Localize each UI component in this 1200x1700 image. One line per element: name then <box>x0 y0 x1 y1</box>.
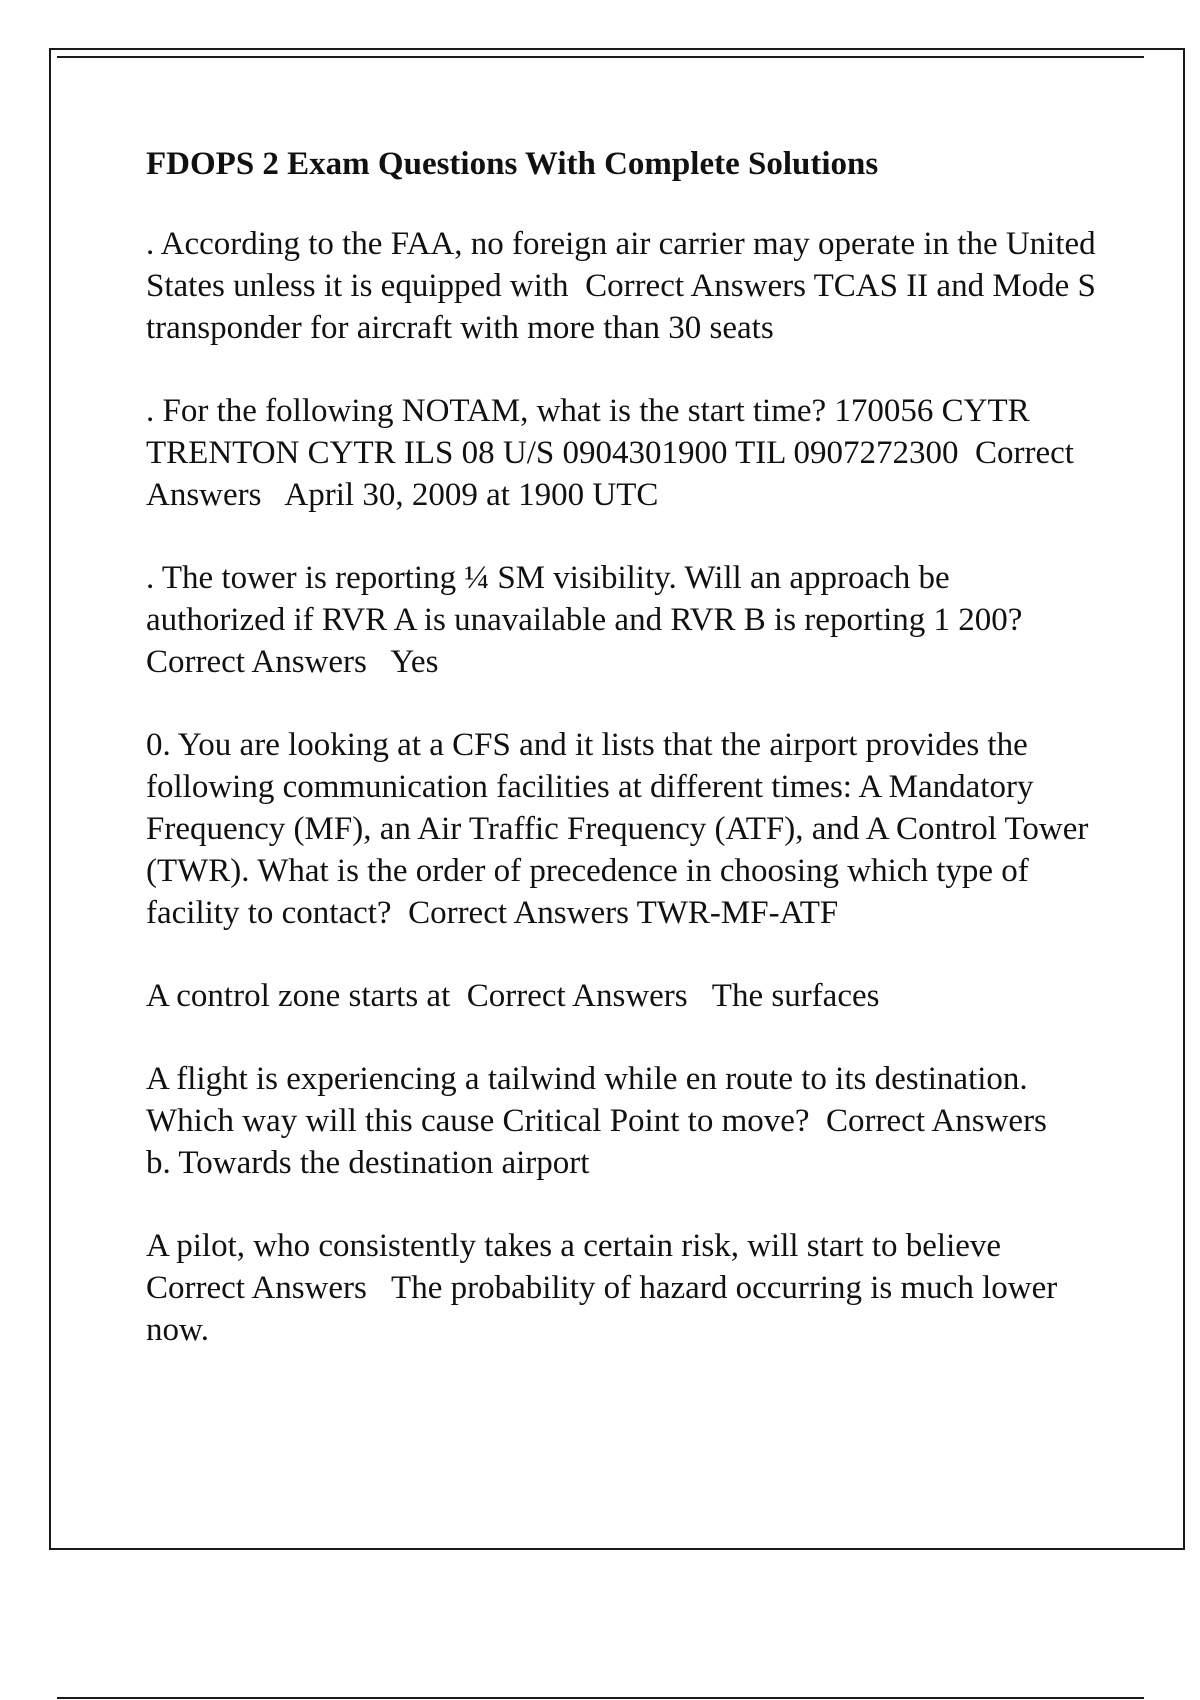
question-text: A flight is experiencing a tailwind while en route to its destination. Which way will this cause Critical Point to move? <box>146 1061 1036 1139</box>
answer-text: The surfaces <box>711 978 880 1014</box>
answer-text: TCAS II and Mode S transponder for aircraft with more than 30 seats <box>146 268 1105 346</box>
answer-label: Correct Answers <box>146 435 1081 513</box>
answer-label: Correct Answers <box>408 895 629 931</box>
question-text: A control zone starts at <box>146 978 451 1014</box>
answer-text: The probability of hazard occurring is much lower now. <box>146 1270 1066 1348</box>
qa-item <box>146 724 1096 934</box>
answer-text: Yes <box>390 644 439 680</box>
question-text: A pilot, who consistently takes a certain risk, will start to believe <box>146 1228 1002 1264</box>
question-text: . According to the FAA, no foreign air carrier may operate in the United States unless it is equipped with <box>146 226 1104 304</box>
answer-text: April 30, 2009 at 1900 UTC <box>284 477 659 513</box>
answer-label: Correct Answers <box>466 978 688 1014</box>
qa-item <box>146 1058 1096 1184</box>
question-text: . For the following NOTAM, what is the start time? 170056 CYTR TRENTON CYTR ILS 08 U/S 0904301900 TIL 0907272300 <box>146 393 1038 471</box>
document-body <box>146 143 1105 1392</box>
document-title: FDOPS 2 Exam Questions With Complete Solutions <box>146 146 879 182</box>
bottom-rule <box>57 1697 1144 1699</box>
qa-item <box>146 390 1096 516</box>
answer-label: Correct Answers <box>826 1103 1047 1139</box>
answer-label: Correct Answers <box>146 644 367 680</box>
qa-item <box>146 223 1105 349</box>
qa-item <box>146 557 1096 683</box>
top-rule <box>57 56 1144 58</box>
answer-label: Correct Answers <box>146 1270 367 1306</box>
qa-item <box>146 1225 1096 1351</box>
qa-item <box>146 975 1096 1017</box>
answer-text: b. Towards the destination airport <box>146 1145 590 1181</box>
question-text: 0. You are looking at a CFS and it lists that the airport provides the following communication facilities at different times: A Mandatory Frequency (MF), an Air Traffic Frequency (ATF), and A Control Tower (TWR). What is the order of precedence in choosing which type of facility to contact? <box>146 727 1097 931</box>
answer-text: TWR-MF-ATF <box>636 895 839 931</box>
answer-label: Correct Answers <box>585 268 806 304</box>
question-text: . The tower is reporting ¼ SM visibility. Will an approach be authorized if RVR A is unavailable and RVR B is reporting 1 200? <box>146 560 1023 638</box>
